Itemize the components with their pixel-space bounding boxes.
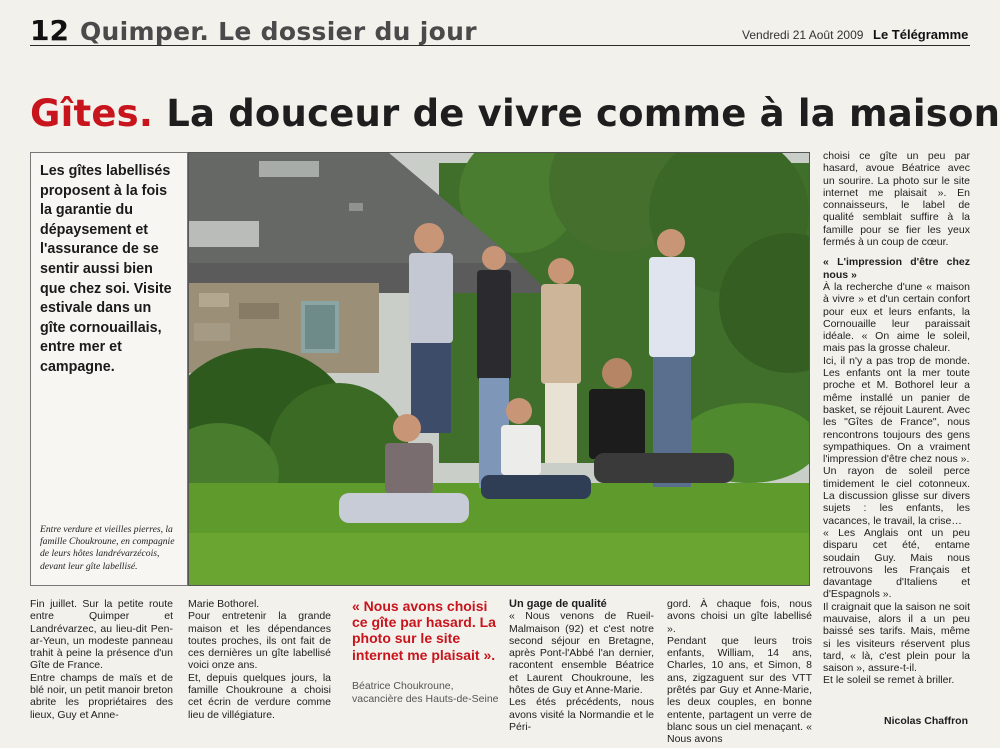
subhead: Un gage de qualité xyxy=(509,598,607,610)
paragraph: gord. À chaque fois, nous avons choisi un gîte labellisé ». xyxy=(667,598,812,635)
column-5 xyxy=(667,598,812,746)
newspaper-name: Le Télégramme xyxy=(873,27,969,42)
paragraph: Marie Bothorel. xyxy=(188,598,260,610)
paragraph: « Nous venons de Rueil-Malmaison (92) et c'est notre second séjour en Bretagne, après Pont-l'Abbé l'an dernier, racontent ensemble Béatrice et Laurent Choukroune, les hôtes de Guy et Anne-Marie. xyxy=(509,610,654,697)
paragraph: À la recherche d'une « maison à vivre » et d'un certain confort pour eux et leurs enfants, la Cornouaille leur paraissait idéale. « On aime le soleil, mais pas la grosse chaleur. xyxy=(823,280,970,355)
paragraph: choisi ce gîte un peu par hasard, avoue Béatrice avec un sourire. La photo sur le site internet me plaisait ». En connaisseurs, le label de qualité semblait suffire à la famille pour se fier les yeux fermés à un coup de cœur. xyxy=(823,150,970,249)
section-title: Quimper. Le dossier du jour xyxy=(80,17,477,46)
photo-caption: Entre verdure et vieilles pierres, la famille Choukroune, en compagnie de leurs hôtes landrévarzécois, devant leur gîte labellisé. xyxy=(40,524,175,572)
paragraph: Pour entretenir la grande maison et les dépendances toutes proches, ils ont fait de ces dernières un gîte labellisé voici onze ans. xyxy=(188,610,331,672)
paragraph: Pendant que leurs trois enfants, William, 14 ans, Charles, 10 ans, et Simon, 8 ans, zigzaguent sur des VTT prêtés par Guy et Anne-Marie, les deux couples, en bonne entente, partagent un verre de blanc sous un ciel menaçant. « Nous avons xyxy=(667,634,812,746)
subhead: « L'impression d'être chez nous » xyxy=(823,256,970,281)
paragraph: Un rayon de soleil perce timidement le ciel cotonneux. La discussion glisse sur divers sujets : les enfants, les vacances, le travail, la crise… xyxy=(823,465,970,527)
paragraph: Ici, il n'y a pas trop de monde. Les enfants ont la mer toute proche et M. Bothorel leur a même installé un panier de basket, se réjouit Laurent. Avec les "Gîtes de France", nous rencontrons toujours des gens sympathiques. On a vraiment l'impression d'être chez nous ». xyxy=(823,354,970,466)
paragraph: Et, depuis quelques jours, la famille Choukroune a choisi cet écrin de verdure comme lieu de villégiature. xyxy=(188,671,331,721)
column-2 xyxy=(188,598,331,721)
paragraph: Les étés précédents, nous avons visité la Normandie et le Péri- xyxy=(509,696,654,733)
column-1 xyxy=(30,598,173,721)
family-photo xyxy=(188,152,810,586)
paragraph: Fin juillet. Sur la petite route entre Quimper et Landrévarzec, au lieu-dit Pen-ar-Yeun, un modeste panneau trahit à peine la présence d'un Gîte de France. xyxy=(30,598,173,672)
article-lead: Les gîtes labellisés proposent à la fois la garantie du dépaysement et l'assurance de se sentir aussi bien que chez soi. Visite estivale dans un gîte cornouaillais, entre mer et campagne. xyxy=(40,163,172,375)
pull-quote-source: Béatrice Choukroune, vacancière des Hauts-de-Seine xyxy=(352,680,499,705)
paragraph: Entre champs de maïs et de blé noir, un petit manoir breton abrite les propriétaires des lieux, Guy et Anne- xyxy=(30,671,173,721)
headline-keyword: Gîtes. xyxy=(30,92,154,135)
author-byline: Nicolas Chaffron xyxy=(884,715,969,727)
paragraph: Il craignait que la saison ne soit mauvaise, alors il a un peu baissé ses tarifs. Mais, même si les visiteurs réservent plus tard, « là, c'est plein pour la saison », assure-t-il. xyxy=(823,600,970,675)
article-headline xyxy=(30,92,1000,136)
pull-quote: « Nous avons choisi ce gîte par hasard. La photo sur le site internet me plaisait ». xyxy=(352,598,496,663)
right-column xyxy=(823,150,970,687)
issue-date: Vendredi 21 Août 2009 xyxy=(742,28,864,42)
column-4 xyxy=(509,598,654,733)
headline-text: La douceur de vivre comme à la maison xyxy=(166,92,1000,135)
paragraph: « Les Anglais ont un peu disparu cet été, entame soudain Guy. Mais nous retrouvons les Français et davantage d'Italiens et d'Espagnols ». xyxy=(823,526,970,601)
paragraph: Et le soleil se remet à briller. xyxy=(823,674,955,687)
page-header xyxy=(30,12,970,46)
page-number: 12 xyxy=(30,14,69,47)
photo-illustration xyxy=(189,153,810,586)
